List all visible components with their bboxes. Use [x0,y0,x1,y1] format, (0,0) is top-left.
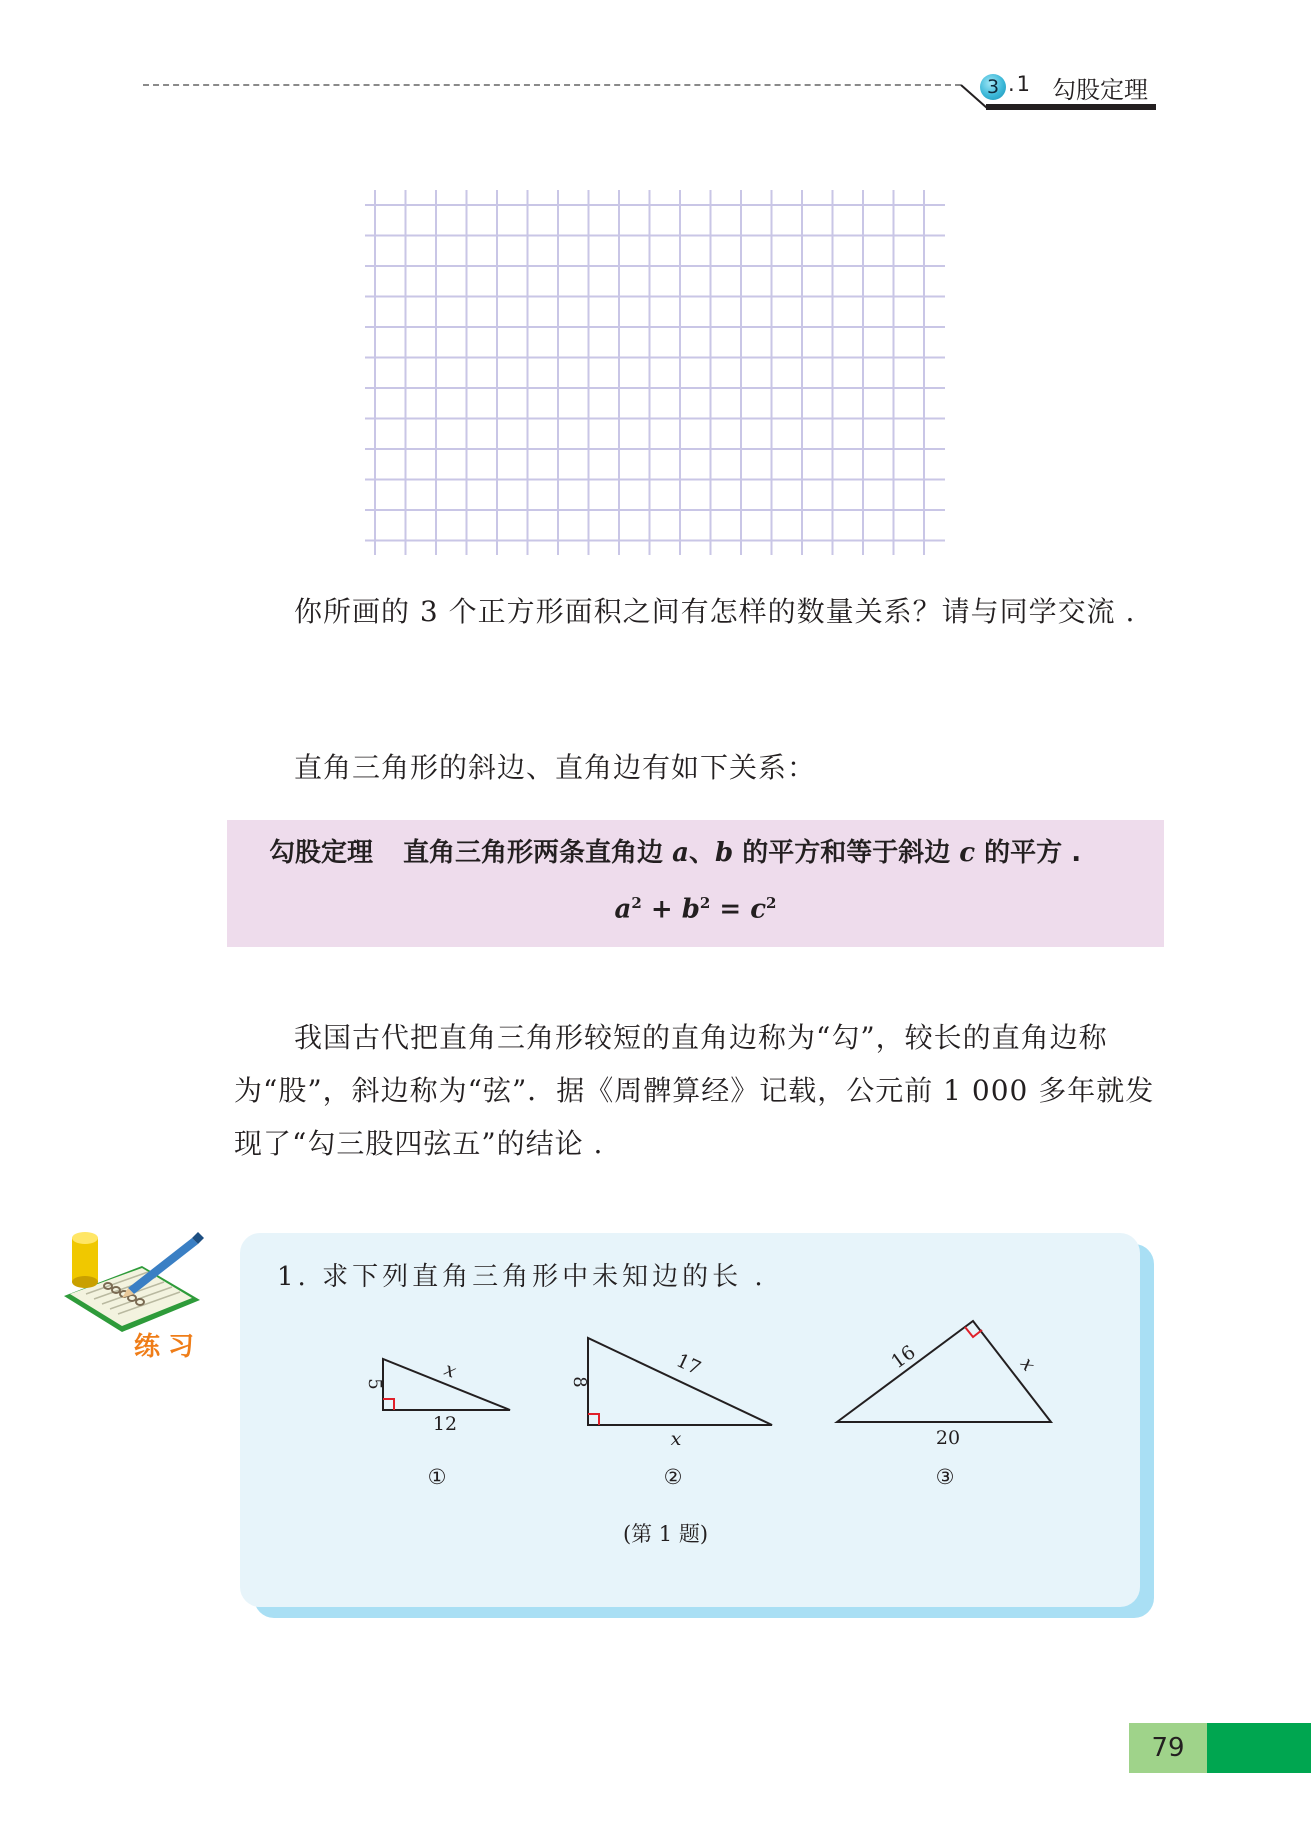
triangle-3-side-right: x [1015,1353,1040,1376]
paragraph-question: 你所画的 3 个正方形面积之间有怎样的数量关系？请与同学交流 . [294,595,1136,628]
formula-exp-c: 2 [766,894,777,912]
theorem-box [227,820,1164,947]
theorem-separator: 、 [688,838,715,868]
paragraph-history: 我国古代把直角三角形较短的直角边称为“勾”，较长的直角边称为“股”，斜边称为“弦”．据《周髀算经》记载，公元前 1 000 多年就发现了“勾三股四弦五”的结论 . [234,1021,1155,1160]
notebook-pencil-icon [56,1228,206,1338]
formula-exp-b: 2 [699,894,711,912]
section-title: 勾股定理 [1052,76,1148,104]
theorem-text-3: 的平方 . [975,838,1082,868]
theorem-text-1: 直角三角形两条直角边 [403,838,673,868]
triangle-3-number: ③ [935,1465,955,1489]
triangle-figures [356,1310,1056,1510]
theorem-formula [227,894,1164,925]
formula-plus: + [641,894,682,925]
triangle-2-number: ② [663,1465,683,1489]
section-number: .1 [1008,72,1033,96]
theorem-label: 勾股定理 [269,838,374,868]
triangle-2-side-base: x [670,1428,682,1450]
formula-b: b [681,894,700,925]
figure-caption: (第 1 题) [622,1522,709,1546]
triangle-3-side-left: 16 [887,1341,920,1374]
triangle-1-side-base: 12 [432,1413,458,1435]
page-number-strip [1207,1723,1311,1773]
grid-paper [365,190,945,555]
triangle-1-number: ① [427,1465,447,1489]
theorem-statement [269,832,1081,869]
paragraph-intro: 直角三角形的斜边、直角边有如下关系： [294,751,817,784]
theorem-var-a: a [672,838,689,868]
triangle-2-side-vertical: 8 [569,1376,590,1388]
triangle-3 [837,1321,1051,1489]
triangle-2 [569,1338,772,1489]
triangle-1-side-vertical: 5 [364,1378,385,1390]
exercise-question: 1. 求下列直角三角形中未知边的长 . [277,1262,767,1292]
theorem-var-b: b [714,838,734,868]
formula-a: a [614,894,632,925]
formula-c: c [750,894,767,925]
chapter-number-badge: 3 [980,74,1006,100]
triangle-2-side-hyp: 17 [672,1349,705,1380]
exercise-icon-label: 练习 [134,1332,203,1362]
formula-equals: = [710,894,751,925]
triangle-1 [364,1358,510,1489]
triangle-3-side-base: 20 [935,1427,961,1449]
formula-exp-a: 2 [631,894,642,912]
page-number: 79 [1129,1723,1207,1773]
theorem-var-c: c [959,838,976,868]
theorem-text-2: 的平方和等于斜边 [733,838,960,868]
header-rule [143,84,961,86]
triangle-1-side-hyp: x [441,1358,460,1383]
